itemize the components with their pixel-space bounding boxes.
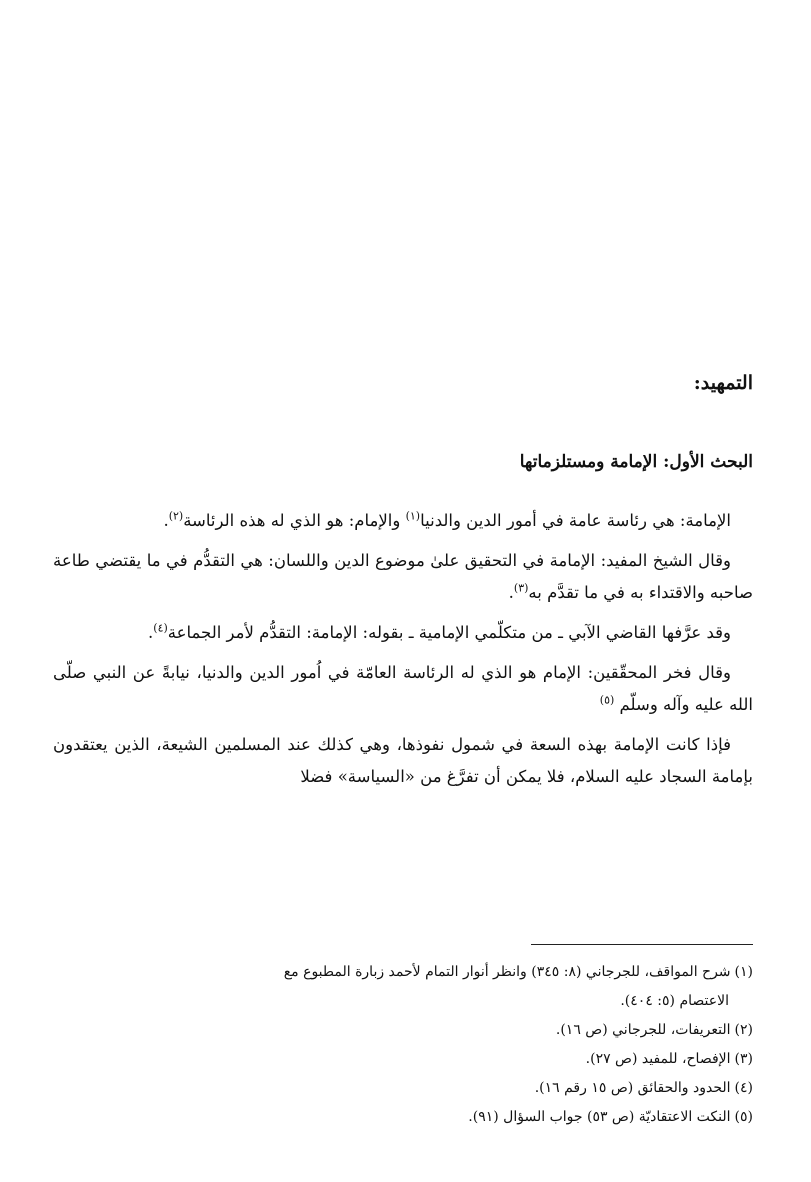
paragraph-4	[53, 657, 753, 721]
footnote-1	[53, 958, 753, 987]
footnote-divider	[531, 944, 753, 945]
paragraph-text: الإمامة: هي رئاسة عامة في أمور الدين والدنيا	[420, 511, 731, 530]
footnote-ref-2[interactable]: (٢)	[168, 509, 184, 523]
footnote-number: (٢)	[734, 1022, 753, 1038]
paragraph-2	[53, 545, 753, 609]
footnote-text: النكت الاعتقاديّة (ص ٥٣) جواب السؤال (٩١).	[468, 1109, 731, 1125]
footnote-ref-5[interactable]: (٥)	[599, 693, 615, 707]
footnote-ref-1[interactable]: (١)	[405, 509, 421, 523]
footnote-2	[53, 1016, 753, 1045]
footnote-number: (٤)	[734, 1080, 753, 1096]
paragraph-text: وقال فخر المحقّقين: الإمام هو الذي له الرئاسة العامّة في اُمور الدين والدنيا، نيابةً عن النبي صلّى الله عليه وآله وسلّم	[53, 663, 753, 714]
footnotes	[53, 958, 753, 1132]
footnote-3	[53, 1045, 753, 1074]
paragraph-text: والإمام: هو الذي له هذه الرئاسة	[183, 511, 406, 530]
paragraph-text: وقال الشيخ المفيد: الإمامة في التحقيق علىٰ موضوع الدين واللسان: هي التقدُّم في ما يقتضي طاعة صاحبه والاقتداء به في ما تقدَّم به	[53, 551, 753, 602]
paragraph-1	[53, 505, 753, 537]
footnote-text: شرح المواقف، للجرجاني (٨: ٣٤٥) وانظر أنوار التمام لأحمد زبارة المطبوع مع	[283, 964, 731, 980]
footnote-1-continuation: الاعتصام (٥: ٤٠٤).	[620, 993, 729, 1009]
footnote-text: الحدود والحقائق (ص ١٥ رقم ١٦).	[534, 1080, 731, 1096]
footnote-5	[53, 1103, 753, 1132]
footnote-number: (٥)	[734, 1109, 753, 1125]
footnote-ref-4[interactable]: (٤)	[153, 621, 168, 635]
paragraph-5	[53, 729, 753, 793]
body-text	[53, 505, 753, 801]
footnote-number: (١)	[734, 964, 753, 980]
section-heading: التمهيد:	[693, 372, 753, 394]
footnote-number: (٣)	[734, 1051, 753, 1067]
paragraph-text: .	[508, 583, 514, 602]
footnote-text: الإفصاح، للمفيد (ص ٢٧).	[585, 1051, 731, 1067]
footnote-ref-3[interactable]: (٣)	[513, 581, 529, 595]
paragraph-text: وقد عرَّفها القاضي الآبي ـ من متكلّمي الإمامية ـ بقوله: الإمامة: التقدُّم لأمر الجماعة	[167, 623, 731, 642]
footnote-4	[53, 1074, 753, 1103]
paragraph-text: .	[163, 511, 169, 530]
paragraph-3	[53, 617, 753, 649]
paragraph-text: .	[148, 623, 154, 642]
paragraph-text: فإذا كانت الإمامة بهذه السعة في شمول نفوذها، وهي كذلك عند المسلمين الشيعة، الذين يعتقدون بإمامة السجاد عليه السلام، فلا يمكن أن تفرَّغ من «السياسة» فضلا	[53, 735, 753, 786]
footnote-text: التعريفات، للجرجاني (ص ١٦).	[555, 1022, 731, 1038]
subsection-heading: البحث الأول: الإمامة ومستلزماتها	[519, 452, 753, 472]
